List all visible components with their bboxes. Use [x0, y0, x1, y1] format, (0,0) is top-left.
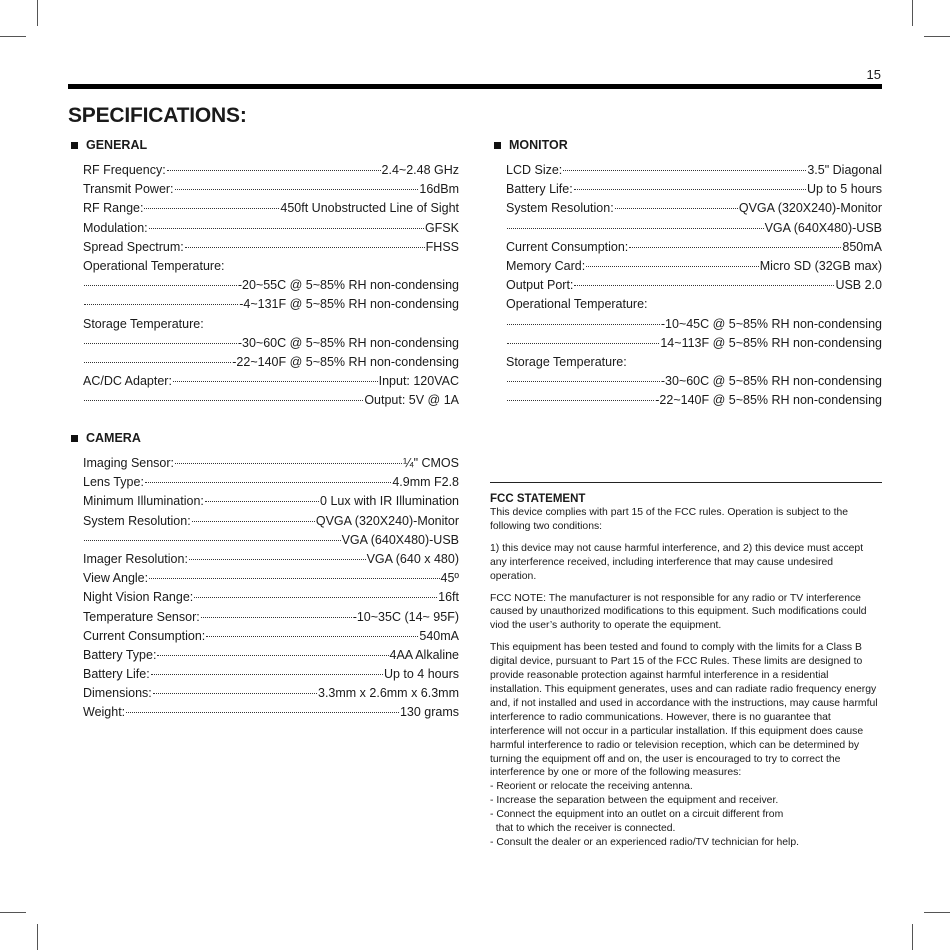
dot-leader	[151, 674, 383, 675]
spec-label: Output Port:	[506, 278, 574, 293]
dot-leader	[629, 247, 841, 248]
dot-leader	[574, 285, 834, 286]
dot-leader	[149, 578, 439, 579]
monitor-section	[491, 136, 882, 412]
spec-row	[506, 374, 882, 393]
spec-label: View Angle:	[83, 571, 149, 586]
spec-row	[506, 182, 882, 201]
spec-row	[506, 297, 882, 316]
dot-leader	[507, 400, 654, 401]
spec-label: Modulation:	[83, 220, 148, 235]
dot-leader	[507, 324, 660, 325]
spec-row	[83, 201, 459, 220]
spec-value: Up to 4 hours	[383, 667, 459, 682]
spec-row	[83, 221, 459, 240]
dot-leader	[149, 228, 424, 229]
square-bullet-icon	[494, 142, 501, 149]
dot-leader	[205, 501, 319, 502]
spec-value: FHSS	[425, 239, 459, 254]
crop-mark	[912, 924, 913, 950]
fcc-statement	[490, 482, 882, 850]
camera-heading-label: CAMERA	[86, 431, 141, 445]
spec-row	[83, 514, 459, 533]
spec-row	[506, 278, 882, 297]
spec-label: Dimensions:	[83, 686, 152, 701]
dot-leader	[615, 208, 738, 209]
spec-row	[506, 259, 882, 278]
spec-value: 3.3mm x 2.6mm x 6.3mm	[318, 686, 459, 701]
spec-row	[83, 533, 459, 552]
spec-row	[83, 610, 459, 629]
spec-row	[83, 259, 459, 278]
spec-value: VGA (640X480)-USB	[341, 532, 459, 547]
spec-label: Night Vision Range:	[83, 590, 194, 605]
spec-row	[506, 163, 882, 182]
spec-label: Battery Life:	[506, 182, 573, 197]
spec-value: Output: 5V @ 1A	[364, 393, 459, 408]
spec-row	[506, 393, 882, 412]
dot-leader	[126, 712, 399, 713]
camera-heading	[68, 429, 459, 447]
spec-label: Spread Spectrum:	[83, 239, 184, 254]
square-bullet-icon	[71, 435, 78, 442]
monitor-spec-list	[506, 163, 882, 412]
crop-mark	[924, 36, 950, 37]
spec-value: ¼" CMOS	[403, 456, 459, 470]
fcc-measure: - Reorient or relocate the receiving antenna.	[490, 781, 693, 793]
spec-value: -10~45C @ 5~85% RH non-condensing	[660, 316, 882, 331]
spec-row	[83, 571, 459, 590]
spec-value: Up to 5 hours	[806, 182, 882, 197]
spec-row	[83, 475, 459, 494]
crop-mark	[37, 924, 38, 950]
crop-mark	[912, 0, 913, 26]
dot-leader	[563, 170, 806, 171]
dot-leader	[574, 189, 806, 190]
spec-row	[83, 648, 459, 667]
spec-row	[506, 221, 882, 240]
dot-leader	[145, 482, 391, 483]
dot-leader	[192, 521, 315, 522]
fcc-measure: - Increase the separation between the equipment and receiver.	[490, 795, 779, 807]
crop-mark	[37, 0, 38, 26]
spec-row	[83, 393, 459, 412]
spec-row	[83, 494, 459, 513]
dot-leader	[175, 463, 402, 464]
spec-value: 16dBm	[419, 182, 459, 197]
spec-value: 4.9mm F2.8	[392, 475, 459, 490]
crop-mark	[924, 912, 950, 913]
dot-leader	[206, 636, 418, 637]
spec-label: Transmit Power:	[83, 182, 174, 197]
spec-label: AC/DC Adapter:	[83, 374, 172, 389]
spec-value: -30~60C @ 5~85% RH non-condensing	[660, 374, 882, 389]
spec-value: 850mA	[842, 239, 882, 254]
page-number: 15	[866, 67, 881, 82]
spec-label: Imaging Sensor:	[83, 456, 175, 470]
spec-label: Operational Temperature:	[506, 297, 648, 312]
dot-leader	[507, 228, 764, 229]
spec-row	[83, 552, 459, 571]
spec-label: System Resolution:	[83, 513, 191, 528]
fcc-measure: - Connect the equipment into an outlet on a circuit different from	[490, 809, 784, 821]
dot-leader	[144, 208, 279, 209]
fcc-divider	[490, 482, 882, 483]
spec-value: -4~131F @ 5~85% RH non-condensing	[239, 297, 459, 312]
fcc-title: FCC STATEMENT	[490, 493, 586, 505]
spec-row	[83, 182, 459, 201]
dot-leader	[586, 266, 759, 267]
spec-value: VGA (640 x 480)	[366, 551, 459, 566]
dot-leader	[507, 343, 659, 344]
dot-leader	[189, 559, 366, 560]
spec-value: 45º	[440, 571, 459, 586]
spec-label: System Resolution:	[506, 201, 614, 216]
dot-leader	[84, 285, 237, 286]
crop-mark	[0, 36, 26, 37]
general-spec-list	[83, 163, 459, 412]
spec-row	[83, 297, 459, 316]
spec-row	[83, 336, 459, 355]
spec-value: VGA (640X480)-USB	[764, 220, 882, 235]
dot-leader	[507, 381, 660, 382]
spec-row	[83, 240, 459, 259]
spec-row	[83, 456, 459, 475]
spec-label: Battery Type:	[83, 647, 157, 662]
spec-row	[506, 240, 882, 259]
spec-label: Operational Temperature:	[83, 258, 225, 273]
spec-label: RF Range:	[83, 201, 144, 216]
spec-row	[83, 629, 459, 648]
general-heading	[68, 136, 459, 154]
camera-section	[68, 429, 459, 725]
spec-label: LCD Size:	[506, 163, 563, 177]
spec-row	[506, 355, 882, 374]
spec-value: -20~55C @ 5~85% RH non-condensing	[237, 278, 459, 293]
spec-row	[506, 317, 882, 336]
dot-leader	[84, 362, 231, 363]
spec-label: Imager Resolution:	[83, 551, 188, 566]
spec-label: Storage Temperature:	[83, 316, 204, 331]
dot-leader	[175, 189, 419, 190]
spec-label: Storage Temperature:	[506, 354, 627, 369]
dot-leader	[84, 400, 363, 401]
spec-value: QVGA (320X240)-Monitor	[315, 513, 459, 528]
spec-value: 0 Lux with IR Illumination	[320, 494, 459, 509]
spec-value: 14~113F @ 5~85% RH non-condensing	[660, 335, 882, 350]
spec-value: 4AA Alkaline	[389, 647, 459, 662]
spec-value: -30~60C @ 5~85% RH non-condensing	[237, 335, 459, 350]
fcc-measure: - Consult the dealer or an experienced radio/TV technician for help.	[490, 836, 800, 848]
spec-row	[506, 201, 882, 220]
spec-row	[83, 667, 459, 686]
monitor-heading	[491, 136, 882, 154]
dot-leader	[194, 597, 437, 598]
spec-row	[83, 163, 459, 182]
dot-leader	[84, 343, 237, 344]
spec-value: USB 2.0	[835, 278, 882, 293]
monitor-heading-label: MONITOR	[509, 138, 568, 152]
spec-row	[83, 278, 459, 297]
spec-row	[83, 374, 459, 393]
spec-value: -10~35C (14~ 95F)	[352, 609, 459, 624]
spec-value: 130 grams	[399, 705, 459, 720]
spec-value: 450ft Unobstructed Line of Sight	[280, 201, 459, 216]
spec-row	[83, 686, 459, 705]
spec-value: 2.4~2.48 GHz	[381, 163, 459, 177]
general-heading-label: GENERAL	[86, 138, 148, 152]
spec-value: -22~140F @ 5~85% RH non-condensing	[232, 354, 459, 369]
top-rule	[68, 84, 882, 89]
fcc-measure: that to which the receiver is connected.	[490, 823, 676, 835]
dot-leader	[201, 617, 352, 618]
spec-value: GFSK	[424, 220, 459, 235]
spec-row	[506, 336, 882, 355]
spec-value: 16ft	[438, 590, 459, 605]
dot-leader	[157, 655, 388, 656]
general-section	[68, 136, 459, 412]
square-bullet-icon	[71, 142, 78, 149]
spec-label: Memory Card:	[506, 258, 586, 273]
dot-leader	[84, 304, 238, 305]
spec-row	[83, 705, 459, 724]
spec-label: Lens Type:	[83, 475, 144, 490]
dot-leader	[185, 247, 425, 248]
dot-leader	[153, 693, 317, 694]
dot-leader	[84, 540, 341, 541]
fcc-intro: This device complies with part 15 of the FCC rules. Operation is subject to the following two conditions:	[490, 507, 849, 532]
crop-mark	[0, 912, 26, 913]
spec-value: Input: 120VAC	[378, 374, 459, 389]
spec-value: Micro SD (32GB max)	[759, 258, 882, 273]
spec-row	[83, 590, 459, 609]
spec-label: Current Consumption:	[506, 239, 629, 254]
spec-value: 3.5" Diagonal	[807, 163, 882, 177]
fcc-body: This equipment has been tested and found to comply with the limits for a Class B digital device, pursuant to Part 15 of the FCC Rules. These limits are designed to provide reasonable protection against harmful interference in a residential installation. This equipment generates, uses and can radiate radio frequency energy and, if not installed and used in accordance with the instructions, may cause harmful interference to radio communications. However, there is no guarantee that interference will not occur in a particular installation. If this equipment does cause harmful interference to radio or television reception, which can be determined by turning the equipment off and on, the user is encouraged to try to correct the interference by one or more of the following measures:	[490, 642, 878, 779]
page-title: SPECIFICATIONS:	[68, 104, 247, 127]
spec-row	[83, 317, 459, 336]
spec-row	[83, 355, 459, 374]
spec-label: Battery Life:	[83, 667, 150, 682]
camera-spec-list	[83, 456, 459, 725]
spec-label: RF Frequency:	[83, 163, 166, 177]
fcc-measures	[490, 780, 882, 850]
spec-value: -22~140F @ 5~85% RH non-condensing	[655, 393, 882, 408]
fcc-conditions: 1) this device may not cause harmful interference, and 2) this device must accept any interference received, including interference that may cause undesired operation.	[490, 542, 864, 582]
spec-label: Current Consumption:	[83, 628, 206, 643]
spec-label: Minimum Illumination:	[83, 494, 204, 509]
spec-value: QVGA (320X240)-Monitor	[738, 201, 882, 216]
dot-leader	[173, 381, 378, 382]
spec-label: Temperature Sensor:	[83, 609, 200, 624]
spec-label: Weight:	[83, 705, 126, 720]
fcc-note: FCC NOTE: The manufacturer is not responsible for any radio or TV interference caused by unauthorized modifications to this equipment. Such modifications could viod the user’s authority to operate the equipment.	[490, 592, 867, 632]
dot-leader	[167, 170, 381, 171]
spec-value: 540mA	[419, 628, 459, 643]
